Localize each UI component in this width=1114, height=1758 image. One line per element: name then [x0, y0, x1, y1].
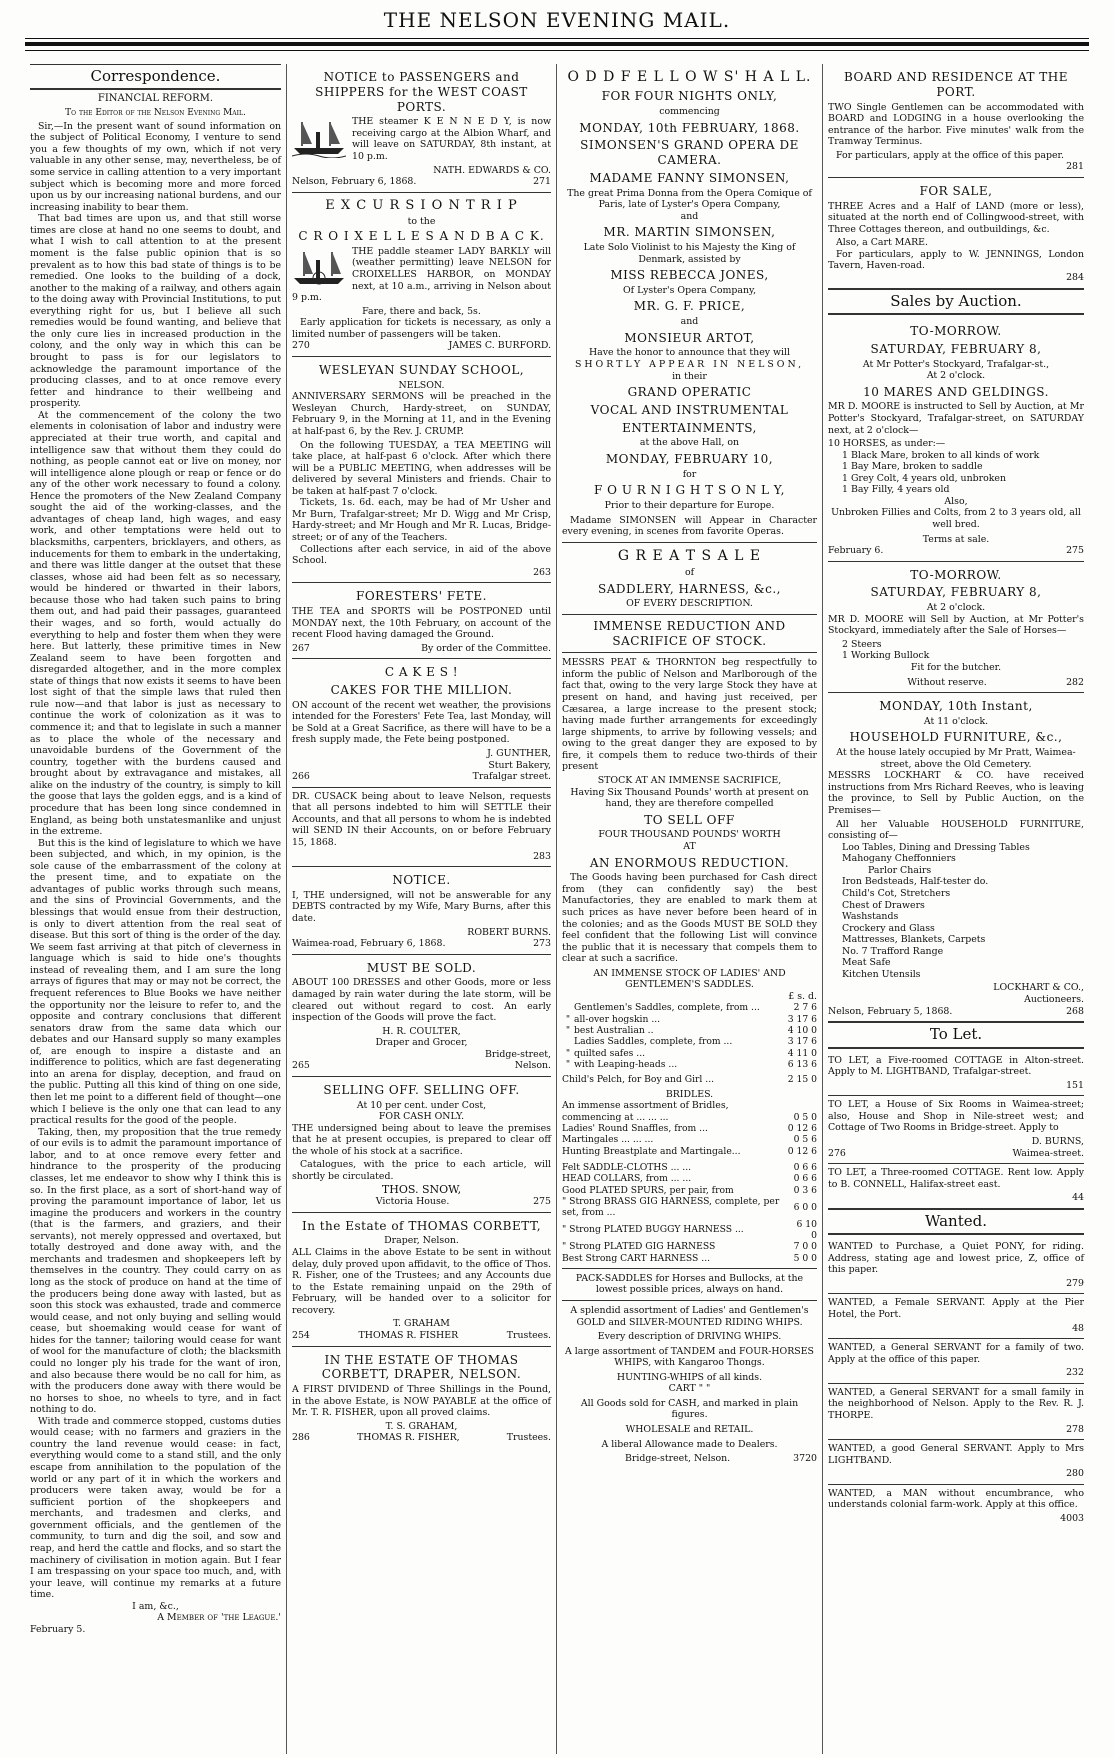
ad-line: SATURDAY, FEBRUARY 8, [870, 341, 1042, 356]
ad-body: Tickets, 1s. 6d. each, may be had of Mr Usher and Mr Burn, Trafalgar-street; Mr D. Wigg and Mr Crisp, Hardy-street; and Mr Hough and Mr R. Lucas, Bridge-street; or of any of the Teachers. [292, 497, 551, 544]
ad-title: WESLEYAN SUNDAY SCHOOL, [318, 362, 525, 377]
ad-body: Madame SIMONSEN will Appear in Character every evening, in scenes from favorite Operas. [562, 514, 817, 538]
ad-date: February 6. [828, 545, 884, 557]
ad-body: THE TEA and SPORTS will be POSTPONED until MONDAY next, the 10th February, on account of the recent Flood having damaged the Ground. [292, 606, 551, 641]
ad-title: IN THE ESTATE OF THOMAS CORBETT, DRAPER, NELSON. [321, 1352, 522, 1382]
ad-title: BOARD AND RESIDENCE AT THE PORT. [843, 70, 1069, 99]
ad-number: 263 [533, 566, 551, 578]
ad-number: 283 [533, 850, 551, 862]
table-row: HEAD COLLARS, from ... ... 0 6 6 [562, 1173, 817, 1185]
ad-line: An immense assortment of Bridles, [562, 1100, 729, 1112]
ad-line: MADAME FANNY SIMONSEN, [589, 170, 790, 185]
ad-body: For particulars, apply at the office of this paper. [836, 149, 1064, 161]
ad-fare: Fare, there and back, 5s. [362, 305, 481, 317]
article-paragraph: Sir,—In the present want of sound information on the subject of Political Economy, I venture to send you a few thoughts of my own, which if not very valuable in any other sense, may, nevertheless, be of some service in calling attention to a very important subject which is becoming more and more forced upon us by our increasing national burdens, and our increasing inability to bear them. [30, 120, 281, 213]
ad-body: Catalogues, with the price to each article, will shortly be circulated. [292, 1159, 551, 1183]
ad-note: Early application for tickets is necessary, as only a limited number of passengers will be taken. [292, 317, 551, 340]
ad-line: GRAND OPERATIC [627, 385, 752, 400]
ad-selling-off [292, 1077, 551, 1213]
ad-body: On the following TUESDAY, a TEA MEETING will take place, at half-past 6 o'clock. After which there will be a PUBLIC MEETING, when addresses will be delivered by several Ministers and friends. Chair to be taken at half-past 7 o'clock. [292, 439, 551, 497]
ad-body: MR D. MOORE will Sell by Auction, at Mr Potter's Stockyard, immediately after the Sale of Horses— [828, 613, 1084, 637]
ad-line: Of Lyster's Opera Company, [622, 284, 757, 296]
ad-line: Without reserve. [907, 676, 987, 688]
ad-line: Late Solo Violinist to his Majesty the King of Denmark, assisted by [583, 241, 796, 265]
ad-wanted [828, 1440, 1084, 1485]
ad-body: WANTED, a Female SERVANT. Apply at the Pier Hotel, the Port. [828, 1297, 1084, 1320]
ad-number: 279 [1066, 1277, 1084, 1289]
article-paragraph: At the commencement of the colony the two elements in colonisation of labor and industry were appreciated at their true worth, and capital and intelligence saw that without them they could do nothing, as people cannot eat or live on money, nor will intelligence alone plough or reap or fence or do any of the other work necessary to found a colony. Hence the promoters of the New Zealand Company sought the aid of the working-classes, and the advantages of cheap land, high wages, and easy work, and other temptations were held out to blacksmiths, carpenters, bricklayers, and others, as inducements for them to embark in the undertaking, and there was little danger at the outset that these classes, whose aid had been felt as so necessary, would be hindered or thwarted in their labors, because those who had taken such pains to bring them out, and had paid their passages, guaranteed their wages, and so forth, would actually do everything to help and foster them when they were here. But latterly, these primitive times in New Zealand seem to have been forgotten and disregarded altogether, and in the more complex state of things that now exists it seems to have been lost sight of that the simple laws that ruled then rule now—and that labor is just as necessary to continue the work of colonization as it was to commence it; and that to legislate in such a manner as to place the whole of the necessary and unavoidable burdens of the Government of the country, together with the burdens caused and brought about by extravagance and mistakes, all alike on the industry of the country, is simply to kill the goose that lays the golden eggs, and is a kind of procedure that has been long since condemned in England, as being both unstatesmanlike and unjust in the extreme. [30, 409, 281, 838]
ad-number: 267 [292, 642, 310, 654]
table-row: " best Australian .. 4 10 0 [565, 1025, 817, 1037]
ad-line: STOCK AT AN IMMENSE SACRIFICE, [597, 774, 782, 786]
ad-corbett-dividend [292, 1347, 551, 1448]
table-row: Gentlemen's Saddles, complete, from ... 2 7 6 [574, 1002, 817, 1014]
list-item: No. 7 Trafford Range [842, 945, 944, 957]
ad-line: HOUSEHOLD FURNITURE, &c., [849, 730, 1063, 745]
ad-body: WANTED, a General SERVANT for a family of two. Apply at the office of this paper. [828, 1342, 1084, 1365]
ad-signer: T. GRAHAM [393, 1318, 450, 1330]
ad-body: ABOUT 100 DRESSES and other Goods, more or less damaged by rain water during the late storm, will be cleared out without regard to cost. An early inspection of the Goods will prove the fact. [292, 977, 551, 1024]
ad-line: 10 MARES AND GELDINGS. [863, 384, 1049, 399]
ad-line: Prior to their departure for Europe. [604, 500, 775, 512]
ad-number: 273 [533, 938, 551, 950]
ad-number: 44 [1072, 1192, 1084, 1204]
ad-title: O D D F E L L O W S' H A L L. [567, 69, 812, 85]
list-item: Mahogany Cheffonniers [842, 853, 956, 865]
ad-line: and [680, 316, 699, 328]
ad-line: MONDAY, 10th Instant, [879, 699, 1033, 714]
column-oddfellows-saddlery [557, 64, 823, 1754]
closing: I am, &c., [132, 1600, 179, 1612]
ad-signer: THOMAS R. FISHER, [357, 1432, 460, 1444]
list-item: 1 Grey Colt, 4 years old, unbroken [842, 472, 1007, 484]
list-item: Iron Bedsteads, Half-tester do. [842, 876, 989, 888]
salutation: To the Editor of the Nelson Evening Mail. [65, 107, 246, 118]
column-classifieds [823, 64, 1089, 1754]
ad-number: 286 [292, 1432, 310, 1444]
ad-line: MONDAY, 10th FEBRUARY, 1868. [579, 120, 800, 135]
table-row: Hunting Breastplate and Martingale... 0 12 6 [562, 1145, 817, 1157]
ad-number: 268 [1066, 1005, 1084, 1017]
ad-body: THREE Acres and a Half of LAND (more or less), situated at the north end of Collingwood-street, with Three Cottages thereon, and outbuildings, &c. [828, 200, 1084, 235]
ad-line: of [684, 566, 695, 578]
ad-body: For particulars, apply to W. JENNINGS, London Tavern, Haven-road. [828, 248, 1084, 272]
letter-date: February 5. [30, 1623, 86, 1635]
ad-body: All her Valuable HOUSEHOLD FURNITURE, consisting of— [828, 818, 1084, 842]
ad-body: ANNIVERSARY SERMONS will be preached in the Wesleyan Church, Hardy-street, on SUNDAY, February 9, in the Morning at 11, and in the Evening at half-past 6, by the Rev. J. CRUMP. [292, 391, 551, 437]
ad-number: 265 [292, 1060, 310, 1072]
ad-body: MESSRS PEAT & THORNTON beg respectfully to inform the public of Nelson and Marlborough of the fact that, owing to the very large Stock they have at present on hand, and having just received, per Cæsarea, a large increase to the present stock; having made further arrangements for exceedingly large shipments, to arrive by following vessels; and owing to the great danger they are exposed to by fire, it compels them to reduce two-thirds of their present [562, 657, 817, 773]
newspaper-columns [25, 64, 1089, 1754]
ad-title-connector: to the [407, 215, 436, 227]
ad-auction-furniture [828, 693, 1084, 1022]
ad-wanted [828, 1339, 1084, 1384]
section-heading: Correspondence. [30, 64, 281, 90]
ad-line: At Mr Potter's Stockyard, Trafalgar-st., [862, 358, 1050, 370]
masthead-rule-thick [25, 42, 1089, 46]
table-row: " Strong PLATED BUGGY HARNESS ... 6 10 0 [562, 1218, 817, 1241]
ad-auction-steers [828, 562, 1084, 693]
ad-number: 266 [292, 771, 310, 783]
ad-number: 254 [292, 1329, 310, 1341]
ad-number: 284 [1066, 272, 1084, 283]
ad-title: MUST BE SOLD. [366, 960, 477, 975]
ad-opera [562, 64, 817, 543]
ad-body: WANTED, a MAN without encumbrance, who understands colonial farm-work. Apply at this office. [828, 1487, 1084, 1511]
ad-line: Every description of DRIVING WHIPS. [597, 1331, 782, 1343]
ad-body: TO LET, a House of Six Rooms in Waimea-street; also, House and Shop in Nile-street west; and Cottage of Two Rooms in Bridge-street. Apply to [828, 1099, 1084, 1134]
table-row: Martingales ... ... ... 0 5 6 [562, 1134, 817, 1146]
ad-line: commencing [659, 105, 720, 117]
signature: A Member of 'the League.' [157, 1612, 281, 1624]
ad-body: ON account of the recent wet weather, the provisions intended for the Foresters' Fete Tea, last Monday, will be Sold at a Great Sacrifice, as there will have to be a fresh supply made, the Fete being postponed. [292, 699, 551, 746]
list-item: Mattresses, Blankets, Carpets [842, 934, 986, 946]
ad-line: Having Six Thousand Pounds' worth at present on hand, they are therefore compelled [570, 786, 809, 810]
ad-line: A liberal Allowance made to Dealers. [601, 1438, 778, 1450]
ad-signer: J. GUNTHER, [487, 748, 551, 760]
ad-signer: H. R. COULTER, [382, 1025, 461, 1037]
ad-body: MESSRS LOCKHART & CO. have received instructions from Mrs Richard Reeves, who is leaving the province, to Sell by Public Auction, on the Premises— [828, 770, 1084, 816]
table-row: " Strong BRASS GIG HARNESS, complete, per set, from ... 6 0 0 [562, 1195, 817, 1219]
ad-line: F O U R N I G H T S O N L Y, [594, 483, 785, 498]
ad-line: ENTERTAINMENTS, [622, 420, 757, 435]
ad-body: MR D. MOORE is instructed to Sell by Auction, at Mr Potter's Stockyard, Trafalgar-street, on SATURDAY next, at 2 o'clock— [828, 401, 1084, 436]
ad-line: HUNTING-WHIPS of all kinds. [616, 1371, 763, 1383]
ad-line: AN ENORMOUS REDUCTION. [589, 855, 790, 870]
harness-price-table [562, 1162, 817, 1264]
list-item: Child's Cot, Stretchers [842, 887, 951, 899]
ad-body: A FIRST DIVIDEND of Three Shillings in the Pound, in the above Estate, is NOW PAYABLE at the office of Mr. T. R. FISHER, upon all proved claims. [292, 1384, 551, 1419]
ad-body: WANTED to Purchase, a Quiet PONY, for riding. Address, stating age and lowest price, Z, office of this paper. [828, 1241, 1084, 1276]
ad-number: 281 [1066, 161, 1084, 173]
ad-line: WHOLESALE and RETAIL. [625, 1424, 754, 1435]
ad-line: MISS REBECCA JONES, [610, 268, 769, 283]
ad-line: MONSIEUR ARTOT, [624, 330, 755, 345]
ad-wanted [828, 1384, 1084, 1440]
table-row: " with Leaping-heads ... 6 13 6 [565, 1059, 817, 1070]
ad-board-residence [828, 64, 1084, 178]
ad-line: Unbroken Fillies and Colts, from 2 to 3 years old, all well bred. [831, 507, 1081, 530]
ad-title: C R O I X E L L E S A N D B A C K. [298, 229, 545, 244]
ad-for-sale [828, 178, 1084, 289]
ad-address: Victoria House. [375, 1196, 450, 1208]
table-row: Good PLATED SPURS, per pair, from 0 3 6 [562, 1184, 817, 1196]
table-row: Best Strong CART HARNESS ... 5 0 0 [562, 1252, 817, 1264]
ad-number: 282 [1066, 676, 1084, 688]
ad-line: PACK-SADDLES for Horses and Bullocks, at the lowest possible prices, always on hand. [575, 1272, 804, 1296]
ad-number: 151 [1066, 1079, 1084, 1091]
ad-role: Draper and Grocer, [375, 1037, 468, 1049]
steamship-icon [292, 118, 346, 158]
ad-line: in their [672, 370, 707, 382]
ad-cakes [292, 659, 551, 787]
ad-title: FORESTERS' FETE. [356, 589, 487, 604]
ad-line: At 11 o'clock. [923, 715, 989, 727]
ad-number: 276 [828, 1147, 846, 1159]
ad-line: The great Prima Donna from the Opera Comique of Paris, late of Lyster's Opera Company, [567, 187, 812, 211]
ad-line: MONDAY, FEBRUARY 10, [605, 451, 774, 466]
ad-wanted [828, 1485, 1084, 1529]
ad-cusack [292, 788, 551, 867]
ad-line: for [682, 468, 697, 480]
article-paragraph: But this is the kind of legislature to which we have been subjected, and which, in my opinion, is the sole cause of the embarrassment of the colony at the present time, and to expatiate on the advantages of public works through such means, and the sins of Provincial Governments, and the blessings that would ensue from their destruction, is only to divert attention from the real seat of disease. But this sort of thing is the order of the day. We seem fast arriving at that pitch of cleverness in language which is said to hide one's thoughts instead of revealing them, and I am sure the long arrays of figures that may or may not be correct, the frequent references to Blue Books we have neither the opportunity nor the leisure to refer to, and the opposite and contrary conclusions that different senators draw from the same data which our debates and our Hansard supply so many examples of, are enough to inspire a distaste and an indifference to politics, which are fast degenerating into an arena for display, deception, and fraud on the public. Putting all this kind of thing on one side, then let me point to a different field of thought—one which I believe is the only one that can lead to any practical results for the good of the people. [30, 837, 281, 1127]
article-title: FINANCIAL REFORM. [97, 93, 214, 105]
ad-signer: ROBERT BURNS. [467, 926, 551, 938]
ad-address: Bridge-street, Nelson. [624, 1453, 731, 1465]
ad-signer: THOMAS R. FISHER [358, 1329, 459, 1341]
ad-line: MR. G. F. PRICE, [633, 299, 746, 314]
price-header: £ s. d. [788, 990, 817, 1002]
ad-line: Terms at sale. [922, 533, 990, 545]
list-item: Chest of Drawers [842, 899, 925, 911]
list-item: Parlor Chairs [868, 864, 932, 876]
list-item: Crockery and Glass [842, 922, 935, 934]
ad-must-be-sold [292, 955, 551, 1077]
list-item: 1 Working Bullock [842, 650, 930, 662]
ad-to-let [828, 1052, 1084, 1097]
ad-signer: By order of the Committee. [421, 642, 551, 654]
list-item: Washstands [842, 911, 899, 923]
table-row: Ladies Saddles, complete, from ... 3 17 6 [574, 1036, 817, 1048]
ad-line: A splendid assortment of Ladies' and Gentlemen's GOLD and SILVER-MOUNTED RIDING WHIPS. [570, 1304, 809, 1328]
section-heading: Wanted. [828, 1209, 1084, 1235]
ad-line: TO-MORROW. [910, 324, 1002, 338]
table-row: " Strong PLATED GIG HARNESS 7 0 0 [562, 1241, 817, 1253]
ad-line: at the above Hall, on [639, 437, 740, 449]
ad-address: Bridge-street, [485, 1048, 551, 1060]
ad-role: Trustees. [506, 1329, 551, 1341]
ad-place: Waimea-road, February 6, 1868. [292, 938, 446, 950]
ad-role: Trustees. [506, 1432, 551, 1444]
ad-body: Collections after each service, in aid of the above School. [292, 543, 551, 567]
section-subheading: BRIDLES. [665, 1088, 714, 1100]
ad-signer: NATH. EDWARDS & CO. [433, 164, 551, 176]
ad-line: CART " " [668, 1383, 711, 1395]
ad-line: FOUR THOUSAND POUNDS' WORTH [598, 829, 781, 841]
table-row: " all-over hogskin ... 3 17 6 [565, 1013, 817, 1025]
ad-signer: T. S. GRAHAM, [385, 1420, 458, 1432]
ad-title: G R E A T S A L E [617, 547, 762, 564]
ad-number: 275 [533, 1196, 551, 1208]
ad-signer: D. BURNS, [1031, 1135, 1084, 1147]
list-item: 1 Bay Mare, broken to saddle [842, 461, 983, 473]
article-paragraph: That bad times are upon us, and that still worse times are close at hand no one seems to doubt, and what I wish to call attention to at the present moment is the false public opinion that is so prevalent as to how this bad state of things is to be remedied. One looks to the building of a dock, another to the making of a railway, and others again to the doing away with Provincial Institutions, to put everything right for us, but I believe all such remedies would be found wanting, and believe that the only cure lies in increased production in the colony, and the only way in which this can be brought to pass is for our legislators to acknowledge the paramount importance of the producing classes, and to at once remove every fetter and hindrance to their wellbeing and prosperity. [30, 213, 281, 410]
ad-number: 232 [1066, 1367, 1084, 1379]
ad-signer: THOS. SNOW, [381, 1182, 462, 1196]
ad-estate-corbett [292, 1213, 551, 1347]
ad-body: THE undersigned being about to leave the premises that he at present occupies, is prepared to clear off the whole of his stock at a sacrifice. [292, 1122, 551, 1157]
list-item: Fit for the butcher. [910, 662, 1002, 673]
column-correspondence [25, 64, 287, 1754]
ad-line: At the house lately occupied by Mr Pratt, Waimea-street, above the Old Cemetery. [836, 747, 1076, 770]
ad-body: TO LET, a Five-roomed COTTAGE in Alton-street. Apply to M. LIGHTBAND, Trafalgar-street. [828, 1054, 1084, 1078]
ad-subtitle: NELSON. [398, 379, 445, 391]
ad-date: Nelson, February 5, 1868. [828, 1005, 953, 1017]
list-item: Loo Tables, Dining and Dressing Tables [842, 841, 1030, 853]
ad-line: At 2 o'clock. [926, 370, 986, 382]
ad-role: Auctioneers. [1024, 994, 1084, 1005]
ad-signer: LOCKHART & CO., [993, 982, 1084, 994]
masthead-rule-thin-2 [25, 50, 1089, 51]
ad-title: SELLING OFF. SELLING OFF. [323, 1082, 520, 1097]
table-row: Ladies' Round Snaffles, from ... 0 12 6 [562, 1123, 817, 1135]
ad-number: 270 [292, 340, 310, 352]
ad-line: SATURDAY, FEBRUARY 8, [870, 585, 1042, 600]
ad-body: THE paddle steamer LADY BARKLY will (weather permitting) leave NELSON for CROIXELLES HARBOR, on MONDAY next, at 10 a.m., arriving in Nelson about 9 p.m. [292, 245, 551, 304]
ad-address: Nelson. [514, 1060, 551, 1072]
ad-signer: JAMES C. BURFORD. [448, 340, 551, 352]
article-paragraph: With trade and commerce stopped, customs duties would cease; with no farmers and graziers in the country the land revenue would cease: in fact, everything would come to a stand still, and the only escape from annihilation to the population of the world or any part of it in which the workers and producers were taken away, would be for a sufficient portion of the shopkeepers and merchants, and tradesmen and clerks, and government officials, and the gentlemen of the community, to turn and dig the soil, and sow and reap, and herd the cattle and flocks, and so start the machinery of civilisation in motion again. But I fear I am trespassing on your space too much, and, with your leave, will continue my remarks at a future time. [30, 1415, 281, 1601]
ad-line: 10 HORSES, as under:— [828, 438, 946, 450]
paddle-steamer-icon [292, 248, 346, 288]
ad-wanted [828, 1294, 1084, 1339]
ad-body: THE steamer K E N N E D Y, is now receiving cargo at the Albion Wharf, and will leave on SATURDAY, 8th instant, at 10 p.m. [352, 116, 551, 162]
list-item: 1 Black Mare, broken to all kinds of work [842, 449, 1040, 461]
masthead: THE NELSON EVENING MAIL. [383, 8, 731, 32]
ad-address: Sturt Bakery, [488, 759, 551, 771]
ad-number: 278 [1066, 1423, 1084, 1435]
ad-line: FOR FOUR NIGHTS ONLY, [601, 89, 778, 104]
ad-body: I, THE undersigned, will not be answerable for any DEBTS contracted by my Wife, Mary Burns, after this date. [292, 889, 551, 924]
ad-title: NOTICE to PASSENGERS and SHIPPERS for the WEST COAST PORTS. [315, 70, 528, 114]
ad-foresters [292, 583, 551, 659]
bridle-price-table [562, 1112, 817, 1157]
ad-number: 275 [1066, 545, 1084, 557]
ad-line: AN IMMENSE STOCK OF LADIES' AND GENTLEMEN'S SADDLES. [593, 967, 786, 991]
ad-body: DR. CUSACK being about to leave Nelson, requests that all persons indebted to him will SETTLE their Accounts, and that all persons to whom he is indebted will SEND IN their Accounts, on or before February 15, 1868. [292, 790, 551, 848]
pelch-price [562, 1074, 817, 1085]
ad-number: 271 [533, 176, 551, 188]
ad-line: OF EVERY DESCRIPTION. [626, 598, 753, 610]
ad-body: WANTED, a good General SERVANT. Apply to Mrs LIGHTBAND. [828, 1443, 1084, 1466]
ad-title: FOR SALE, [919, 183, 993, 198]
ad-address: Trafalgar street. [472, 771, 551, 783]
ad-place: Nelson, February 6, 1868. [292, 176, 417, 188]
ad-subtitle: CAKES FOR THE MILLION. [330, 683, 513, 698]
ad-body: Also, a Cart MARE. [836, 237, 928, 249]
ad-number: 4003 [1060, 1512, 1084, 1524]
ad-line: At 2 o'clock. [926, 602, 986, 614]
ad-line: VOCAL AND INSTRUMENTAL [590, 402, 789, 417]
table-row: " quilted safes ... 4 11 0 [565, 1047, 817, 1059]
ad-subtitle: FOR CASH ONLY. [378, 1111, 465, 1123]
ad-notice-burns [292, 867, 551, 955]
section-heading: To Let. [828, 1022, 1084, 1048]
ad-line: SHORTLY APPEAR IN NELSON, [574, 359, 805, 371]
ad-line: SIMONSEN'S GRAND OPERA DE CAMERA. [580, 138, 799, 168]
ad-title: E X C U R S I O N T R I P [325, 197, 518, 213]
ad-body: TO LET, a Three-roomed COTTAGE. Rent low. Apply to B. CONNELL, Halifax-street east. [828, 1167, 1084, 1190]
ad-line: Have the honor to announce that they will [588, 347, 791, 359]
ad-line: TO-MORROW. [910, 567, 1002, 582]
ad-line: A large assortment of TANDEM and FOUR-HORSES WHIPS, with Kangaroo Thongs. [565, 1345, 814, 1369]
ad-auction-horses [828, 318, 1084, 562]
ad-title: In the Estate of THOMAS CORBETT, [301, 1218, 542, 1233]
ad-wesleyan [292, 357, 551, 583]
ad-subtitle: At 10 per cent. under Cost, [356, 1099, 487, 1111]
ad-title: NOTICE. [392, 873, 451, 888]
ad-line: Also, [944, 495, 968, 507]
ad-body: WANTED, a General SERVANT for a small family in the neighborhood of Nelson. Apply to the Rev. R. J. THORPE. [828, 1386, 1084, 1421]
ad-subtitle: Draper, Nelson. [384, 1235, 459, 1247]
ad-body: ALL Claims in the above Estate to be sent in without delay, duly proved upon affidavit, to the office of Thos. R. Fisher, one of the Trustees; and any Accounts due to the Estate remaining unpaid on the 29th of February, will be handed over to a solicitor for recovery. [292, 1247, 551, 1316]
ad-saddlery [562, 543, 817, 1469]
ad-kennedy [292, 64, 551, 193]
list-item: 1 Bay Filly, 4 years old [842, 484, 950, 496]
ad-to-let [828, 1164, 1084, 1209]
table-row: Felt SADDLE-CLOTHS ... ... 0 6 6 [562, 1162, 817, 1173]
list-item: Meat Safe [842, 957, 891, 969]
ad-line: and [680, 210, 699, 222]
ad-number: 3720 [793, 1453, 817, 1465]
table-row: commencing at ... ... ... 0 5 0 [562, 1111, 817, 1123]
ad-to-let [828, 1096, 1084, 1164]
ad-wanted [828, 1238, 1084, 1294]
table-row: Child's Pelch, for Boy and Girl ... 2 15 0 [562, 1074, 817, 1086]
ad-line: SADDLERY, HARNESS, &c., [598, 581, 781, 596]
section-heading: Sales by Auction. [828, 289, 1084, 315]
ad-line: All Goods sold for CASH, and marked in plain figures. [580, 1397, 799, 1421]
ad-line: IMMENSE REDUCTION AND SACRIFICE OF STOCK. [593, 618, 786, 648]
ad-line: MR. MARTIN SIMONSEN, [603, 225, 776, 240]
ad-body: TWO Single Gentlemen can be accommodated with BOARD and LODGING in a house overlooking the entrance of the harbor. Five minutes' walk from the Tramway Terminus. [828, 101, 1084, 148]
ad-body: The Goods having been purchased for Cash direct from (they can confidently say) the best Manufactories, they are enabled to mark them at such prices as have never before been heard of in the colonies; and as the Goods MUST BE SOLD they feel confident that the following List will convince the public that it is necessary that compels them to clear at such a sacrifice. [562, 872, 817, 965]
ad-title: C A K E S ! [384, 665, 459, 680]
column-notices [287, 64, 557, 1754]
saddle-price-table [562, 1002, 817, 1070]
list-item: Kitchen Utensils [842, 968, 921, 980]
ad-excursion [292, 193, 551, 357]
ad-line: TO SELL OFF [644, 812, 735, 827]
ad-number: 48 [1072, 1322, 1084, 1334]
article-paragraph: Taking, then, my proposition that the true remedy of our evils is to admit the paramount importance of labor, and to at once remove every fetter and hindrance to the prosperity of the producing classes, let me endeavor to show why I think this is so. In the first place, as a sort of short-hand way of proving the paramount importance of labor, let us imagine the producers and workers in the country (that is the farmers, and graziers, and their servants), not merely oppressed and overtaxed, but totally destroyed and done away with, and the merchants and tradesmen and shopkeepers left by themselves in the country. They could carry on as long as the stock of produce on hand at the time of the producers being done away with lasted, but as soon this stock was exhausted, trade and commerce would cease, and not only buying and selling would cease, but shoemaking would cease for want of hides for the tanner; tailoring would cease for want of wool for the manufacture of cloth; the blacksmith could no longer ply his trade for the want of iron, and also because there would be no call for him, as with the producers done away with there would be no horses to shoe, no wheels to tyre, and in fact nothing to do. [30, 1126, 281, 1416]
list-item: 2 Steers [842, 638, 882, 650]
ad-line: AT [683, 840, 696, 852]
ad-address: Waimea-street. [1012, 1147, 1084, 1159]
masthead-rule-thin [25, 38, 1089, 39]
ad-number: 280 [1066, 1468, 1084, 1480]
